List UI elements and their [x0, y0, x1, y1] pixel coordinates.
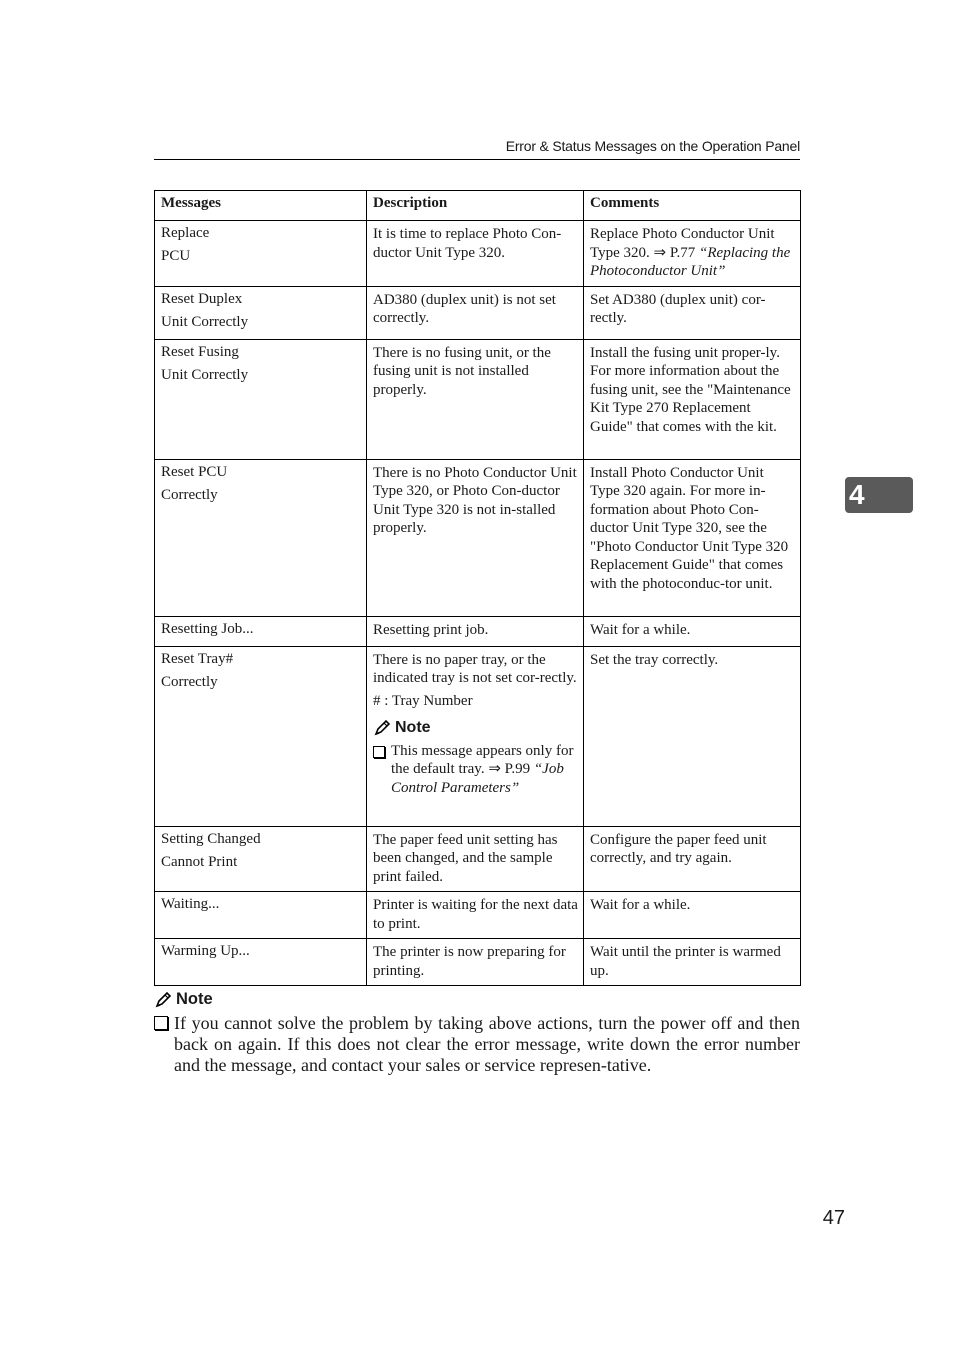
chapter-tab: 4 — [845, 477, 913, 513]
message-line: Cannot Print — [161, 853, 238, 870]
column-header-comments: Comments — [584, 191, 801, 221]
note-text: This message appears only for the default tray. ⇒ P.99 — [391, 742, 574, 777]
pencil-icon — [154, 991, 172, 1009]
note-item — [154, 1013, 800, 1076]
note-label: Note — [395, 719, 431, 736]
comment-cell: Set the tray correctly. — [584, 646, 801, 826]
table-row — [155, 221, 801, 287]
message-line: Correctly — [161, 673, 218, 690]
comment-cell: Wait for a while. — [584, 616, 801, 646]
comment-cell: Install the fusing unit proper-ly. For more information about the fusing unit, see the "Maintenance Kit Type 270 Replacement Guide" that comes with the kit. — [584, 339, 801, 459]
table-row — [155, 286, 801, 339]
description-text: There is no paper tray, or the indicated tray is not set cor-rectly. — [373, 651, 577, 686]
message-line: Correctly — [161, 486, 218, 503]
description-cell: Printer is waiting for the next data to print. — [367, 892, 584, 939]
checkbox-bullet-icon — [373, 746, 385, 758]
message-line: Unit Correctly — [161, 366, 249, 383]
comment-text: Replace Photo Conductor Unit Type 320. ⇒ P.77 — [590, 226, 775, 261]
tray-number-legend: # : Tray Number — [373, 692, 473, 709]
comment-cell: Set AD380 (duplex unit) cor-rectly. — [584, 286, 801, 339]
message-line: Reset PCU — [161, 463, 228, 480]
table-row — [155, 459, 801, 616]
note-heading — [154, 990, 800, 1009]
description-cell — [367, 646, 584, 826]
description-cell: There is no Photo Conductor Unit Type 320, or Photo Con-ductor Unit Type 320 is not in-stalled properly. — [367, 459, 584, 616]
comment-cell: Wait until the printer is warmed up. — [584, 939, 801, 986]
message-line: Waiting... — [161, 896, 220, 912]
cross-reference: “Replacing the Photoconductor Unit” — [590, 244, 791, 279]
message-line: Warming Up... — [161, 943, 250, 959]
table-row — [155, 646, 801, 826]
message-cell — [155, 616, 367, 646]
table-row — [155, 826, 801, 892]
table-header-row — [155, 191, 801, 221]
message-cell — [155, 826, 367, 892]
message-cell — [155, 939, 367, 986]
note-item-text: If you cannot solve the problem by taking above actions, turn the power off and then back on again. If this does not clear the error message, write down the error number and the message, and contact your sales or service represen-tative. — [174, 1013, 800, 1075]
table-row — [155, 892, 801, 939]
running-header: Error & Status Messages on the Operation Panel — [505, 138, 800, 154]
description-cell: There is no fusing unit, or the fusing unit is not installed properly. — [367, 339, 584, 459]
description-cell: It is time to replace Photo Con-ductor Unit Type 320. — [367, 221, 584, 287]
cross-reference: “Job Control Parameters” — [391, 761, 564, 796]
message-cell — [155, 459, 367, 616]
message-line: Setting Changed — [161, 830, 261, 847]
column-header-messages: Messages — [155, 191, 367, 221]
table-row — [155, 616, 801, 646]
message-line: Replace — [161, 225, 210, 241]
message-line: PCU — [161, 248, 191, 264]
message-line: Resetting Job... — [161, 620, 254, 637]
page-number: 47 — [822, 1207, 845, 1229]
table-row — [155, 339, 801, 459]
message-line: Reset Duplex — [161, 290, 243, 307]
note-label: Note — [176, 990, 213, 1008]
description-cell: Resetting print job. — [367, 616, 584, 646]
note-item-text — [391, 742, 578, 798]
message-cell — [155, 221, 367, 287]
message-cell — [155, 646, 367, 826]
header-rule — [154, 159, 800, 160]
description-cell: The paper feed unit setting has been changed, and the sample print failed. — [367, 826, 584, 892]
bottom-note — [154, 990, 800, 1076]
description-cell: The printer is now preparing for printing. — [367, 939, 584, 986]
message-cell — [155, 339, 367, 459]
comment-cell — [584, 221, 801, 287]
description-cell: AD380 (duplex unit) is not set correctly. — [367, 286, 584, 339]
message-cell — [155, 892, 367, 939]
comment-cell: Install Photo Conductor Unit Type 320 again. For more in-formation about Photo Con-ductor Unit Type 320, see the "Photo Conductor Unit Type 320 Replacement Guide" that comes with the photoconduc-tor unit. — [584, 459, 801, 616]
comment-cell: Configure the paper feed unit correctly, and try again. — [584, 826, 801, 892]
comment-cell: Wait for a while. — [584, 892, 801, 939]
message-cell — [155, 286, 367, 339]
checkbox-bullet-icon — [154, 1016, 168, 1030]
message-line: Reset Fusing — [161, 343, 239, 360]
table-row — [155, 939, 801, 986]
column-header-description: Description — [367, 191, 584, 221]
note-item — [373, 742, 578, 798]
pencil-icon — [373, 719, 391, 737]
message-line: Reset Tray# — [161, 650, 234, 667]
message-line: Unit Correctly — [161, 313, 249, 330]
note-heading — [373, 719, 578, 738]
messages-table — [154, 190, 801, 986]
